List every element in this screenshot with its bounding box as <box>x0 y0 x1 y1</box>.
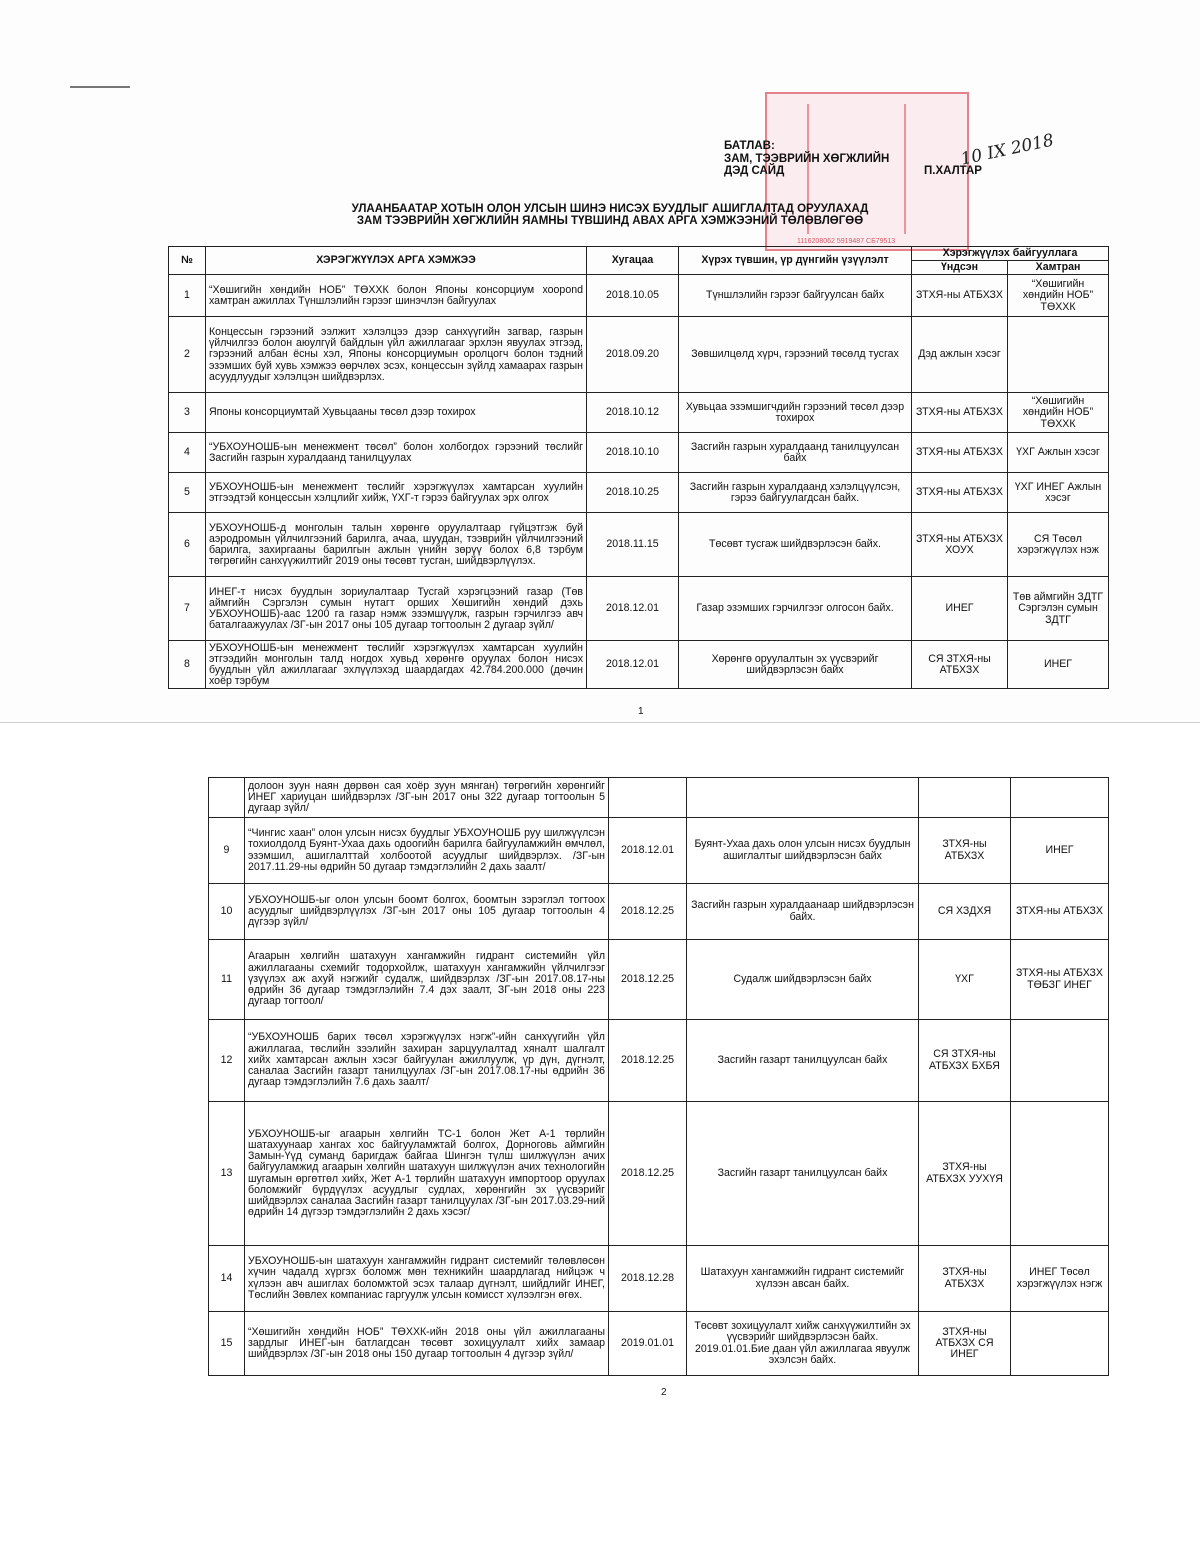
header-deadline: Хугацаа <box>587 247 679 275</box>
row-partner-org: “Хөшигийн хөндийн НОБ” ТӨХХК <box>1008 393 1109 433</box>
header-partner: Хамтран <box>1008 261 1109 275</box>
row-deadline: 2018.09.20 <box>587 317 679 393</box>
seal-number: 1116208062 5919487 CБ79513 <box>797 238 896 245</box>
row-number: 12 <box>209 1020 245 1102</box>
row-deadline: 2018.12.01 <box>609 818 687 884</box>
row-result: Шатахуун хангамжийн гидрант системийг хүлээн авсан байх. <box>687 1246 919 1312</box>
header-action: ХЭРЭГЖҮҮЛЭХ АРГА ХЭМЖЭЭ <box>206 247 587 275</box>
document-page-1 <box>0 0 1200 720</box>
row-number: 2 <box>169 317 206 393</box>
row-number: 15 <box>209 1312 245 1376</box>
row-result: Засгийн газрын хуралдаанд хэлэлцүүлсэн, гэрээ байгуулагдсан байх. <box>679 473 912 513</box>
row-number: 10 <box>209 884 245 940</box>
handwritten-date: 10 IX 2018 <box>958 130 1056 170</box>
approval-label: БАТЛАВ: <box>724 140 775 152</box>
row-main-org: ЗТХЯ-ны АТБХЗХ <box>912 433 1008 473</box>
row-action: Японы консорциумтай Хувьцааны төсөл дээр тохирох <box>206 393 587 433</box>
row-partner-org: ЗТХЯ-ны АТБХЗХ ТӨБЗГ ИНЕГ <box>1011 940 1109 1020</box>
row-result: Зөвшилцөлд хүрч, гэрээний төсөлд тусгах <box>679 317 912 393</box>
row-main-org: ЗТХЯ-ны АТБХЗХ <box>919 1246 1011 1312</box>
row-partner-org: Төв аймгийн ЗДТГ Сэргэлэн сумын ЗДТГ <box>1008 577 1109 641</box>
row-main-org: ЗТХЯ-ны АТБХЗХ ХОУХ <box>912 513 1008 577</box>
row-number: 11 <box>209 940 245 1020</box>
row-deadline: 2019.01.01 <box>609 1312 687 1376</box>
row-partner-org: СЯ Төсөл хэрэгжүүлэх нэж <box>1008 513 1109 577</box>
row-main-org: ИНЕГ <box>912 577 1008 641</box>
table-row <box>169 513 1109 577</box>
table-row <box>169 473 1109 513</box>
approval-block <box>724 140 982 178</box>
row-number: 8 <box>169 641 206 689</box>
table-row <box>209 1102 1109 1246</box>
row-main-org: СЯ ЗТХЯ-ны АТБХЗХ <box>912 641 1008 689</box>
approval-line1: ЗАМ, ТЭЭВРИЙН ХӨГЖЛИЙН <box>724 152 890 165</box>
row-action: УБХОУНОШБ-ыг агаарын хөлгийн ТС-1 болон Жет А-1 төрлийн шатахуунаар хангах хос байгууламжтай болгох, Дорноговь аймгийн Замын-Үүд суманд баригдаж байгаа Шингэн түлш шилжүүлэн ачих байгууламжид агаарын хөлгийн шатахуун шилжүүлэн ачих технологийн шугамын өргөтгөл хийх, Жет А-1 төрлийн шатахуун импортоор оруулах боломжийг бүрдүүлэх асуудлыг судлах, хөрөнгийн эх үүсвэрийг шийдвэрлэх саналаа Засгийн газарт танилцуулах /ЗГ-ын 2017.03.29-ний өдрийн 14 дүгээр тэмдэглэлийн 2 дахь хэсэг/ <box>245 1102 609 1246</box>
row-result: Засгийн газарт танилцуулсан байх <box>687 1102 919 1246</box>
row-number: 6 <box>169 513 206 577</box>
row-main-org: СЯ ХЗДХЯ <box>919 884 1011 940</box>
row-deadline: 2018.11.15 <box>587 513 679 577</box>
table-row <box>169 577 1109 641</box>
table-row <box>169 317 1109 393</box>
row-number: 13 <box>209 1102 245 1246</box>
row-main-org: ЗТХЯ-ны АТБХЗХ <box>912 393 1008 433</box>
row-partner-org: ҮХГ Ажлын хэсэг <box>1008 433 1109 473</box>
row-partner-org <box>1011 1102 1109 1246</box>
row-deadline: 2018.10.25 <box>587 473 679 513</box>
row-main-org: ҮХГ <box>919 940 1011 1020</box>
document-page-2 <box>0 722 1200 1553</box>
row-result: Төсөвт тусгаж шийдвэрлэсэн байх. <box>679 513 912 577</box>
row-main-org: ЗТХЯ-ны АТБХЗХ <box>919 818 1011 884</box>
row-deadline: 2018.12.25 <box>609 940 687 1020</box>
plan-table-page2 <box>208 777 1109 1376</box>
row-deadline: 2018.10.05 <box>587 275 679 317</box>
row-result: Засгийн газрын хуралдаанд танилцуулсан байх <box>679 433 912 473</box>
row-main-org: ЗТХЯ-ны АТБХЗХ УУХҮЯ <box>919 1102 1011 1246</box>
row-partner-org: ИНЕГ <box>1011 818 1109 884</box>
row-partner-org <box>1008 317 1109 393</box>
row-result: Засгийн газарт танилцуулсан байх <box>687 1020 919 1102</box>
row-result: Газар эзэмших гэрчилгээг олгосон байх. <box>679 577 912 641</box>
row-action: УБХОУНОШБ-ын шатахуун хангамжийн гидрант системийг төлөвлөсөн хүчин чадалд хүргэх боломж мөн техникийн шаардлагад нийцэж ч хүлээн авч ашиглах боломжтой эсэх талаар дүгнэлт, шийдлийг ИНЕГ, Төслийн Зөвлех компаниас гаргуулж улсын комисст хүлээлгэн өгөх. <box>245 1246 609 1312</box>
table-row <box>209 1020 1109 1102</box>
approver-name: П.ХАЛТАР <box>924 165 982 177</box>
approval-line2: ДЭД САЙД <box>724 165 785 177</box>
row-partner-org: ҮХГ ИНЕГ Ажлын хэсэг <box>1008 473 1109 513</box>
row-deadline: 2018.12.25 <box>609 884 687 940</box>
row-number: 5 <box>169 473 206 513</box>
row-partner-org <box>1011 1020 1109 1102</box>
row-deadline: 2018.12.25 <box>609 1102 687 1246</box>
row-number: 4 <box>169 433 206 473</box>
row-result: Судалж шийдвэрлэсэн байх <box>687 940 919 1020</box>
row-number: 14 <box>209 1246 245 1312</box>
table-row <box>169 433 1109 473</box>
row-action: УБХОУНОШБ-д монголын талын хөрөнгө оруулалтаар гүйцэтгэж буй аэродромын үйлчилгээний барилга, ачаа, шуудан, тээврийн үйлчилгээний барилга, захиргааны барилгын ажлын үнийн зөрүү болох 6,8 тэрбум төгрөгийн санхүүжилтийг 2019 оны төсөвт тусган, шийдвэрлүүлэх. <box>206 513 587 577</box>
row-partner-org: ИНЕГ <box>1008 641 1109 689</box>
row-number: 7 <box>169 577 206 641</box>
row-number: 9 <box>209 818 245 884</box>
row-number: 1 <box>169 275 206 317</box>
row-result: Төсөвт зохицуулалт хийж санхүүжилтийн эх үүсвэрийг шийдвэрлэсэн байх. 2019.01.01.Бие даан үйл ажиллагаа явуулж эхэлсэн байх. <box>687 1312 919 1376</box>
row-action: “УБХОУНОШБ-ын менежмент төсөл” болон холбогдох гэрээний төслийг Засгийн газрын хуралдаанд танилцуулах <box>206 433 587 473</box>
header-org: Хэрэгжүүлэх байгууллага <box>912 247 1109 261</box>
row-number: 3 <box>169 393 206 433</box>
row-main-org: Дэд ажлын хэсэг <box>912 317 1008 393</box>
row-action: “УБХОУНОШБ барих төсөл хэрэгжүүлэх нэгж”-ийн санхүүгийн үйл ажиллагаа, төслийн зээлийн захиран зарцуулалтад хяналт шалгалт хийх хамтарсан ажлын хэсэг байгуулан ажиллуулж, үр дүн, дүгнэлт, саналаа Засгийн газарт танилцуулах /ЗГ-ын 2017.08.17-ны өдрийн 36 дугаар тэмдэглэлийн 7.6 дахь заалт/ <box>245 1020 609 1102</box>
row-action: УБХОУНОШБ-ын менежмент төслийг хэрэгжүүлэх хамтарсан хуулийн этгээдтэй концессын хэлцлийг хийж, ҮХГ-т гэрээ байгуулах эрх олгох <box>206 473 587 513</box>
header-no: № <box>169 247 206 275</box>
row-result: Хөрөнгө оруулалтын эх үүсвэрийг шийдвэрлэсэн байх <box>679 641 912 689</box>
table-row <box>169 393 1109 433</box>
table-row <box>209 778 1109 818</box>
row-action: ИНЕГ-т нисэх буудлын зориулалтаар Тусгай хэрэгцээний газар (Төв аймгийн Сэргэлэн сумын нутагт орших Хөшигийн хөндий дэхь УБХОУНОШБ)-аас 1200 га газар нэмж эзэмшүүлж, газрын гэрчилгээ авч баталгаажуулах /ЗГ-ын 2017 оны 105 дугаар тогтоолын 2 дугаар зүйл/ <box>206 577 587 641</box>
table-row <box>209 1312 1109 1376</box>
table-row <box>169 641 1109 689</box>
row-result: Түншлэлийн гэрээг байгуулсан байх <box>679 275 912 317</box>
header-main: Үндсэн <box>912 261 1008 275</box>
row-deadline: 2018.12.01 <box>587 577 679 641</box>
row-result: Засгийн газрын хуралдаанаар шийдвэрлэсэн байх. <box>687 884 919 940</box>
row-main-org: ЗТХЯ-ны АТБХЗХ <box>912 473 1008 513</box>
row-partner-org: “Хөшигийн хөндийн НОБ” ТӨХХК <box>1008 275 1109 317</box>
row-partner-org <box>1011 1312 1109 1376</box>
header-result: Хүрэх түвшин, үр дүнгийн үзүүлэлт <box>679 247 912 275</box>
row-partner-org: ИНЕГ Төсөл хэрэгжүүлэх нэгж <box>1011 1246 1109 1312</box>
row-result: Хувьцаа эзэмшигчдийн гэрээний төсөл дээр тохирох <box>679 393 912 433</box>
table-row <box>209 1246 1109 1312</box>
scan-mark <box>70 86 130 88</box>
row-deadline: 2018.12.28 <box>609 1246 687 1312</box>
table-row <box>209 884 1109 940</box>
row-action: УБХОУНОШБ-ыг олон улсын боомт болгох, боомтын зэрэглэл тогтоох асуудлыг шийдвэрлүүлэх /ЗГ-ын 2017 оны 105 дугаар тогтоолын 4 дүгээр зүйл/ <box>245 884 609 940</box>
row-action: “Хөшигийн хөндийн НОБ” ТӨХХК болон Японы консорциум хоорond хамтран ажиллах Түншлэлийн гэрээг шинэчлэн байгуулах <box>206 275 587 317</box>
row-action: Агаарын хөлгийн шатахуун хангамжийн гидрант системийн үйл ажиллагааны схемийг тодорхойлж, шатахуун хангамжийн үйлчилгээг үзүүлэх аж ахуй нэгжийг судалж, шийдвэрлэх /ЗГ-ын 2017.08.17-ны өдрийн 36 дугаар тэмдэглэлийн 7.4 дэх заалт, ЗГ-ын 2018 оны 223 дугаар тогтоол/ <box>245 940 609 1020</box>
table-row <box>209 818 1109 884</box>
row-deadline: 2018.10.12 <box>587 393 679 433</box>
document-title-line2: ЗАМ ТЭЭВРИЙН ХӨГЖЛИЙН ЯАМНЫ ТҮВШИНД АВАХ АРГА ХЭМЖЭЭНИЙ ТӨЛӨВЛӨГӨӨ <box>356 215 864 227</box>
document-title-line1: УЛААНБААТАР ХОТЫН ОЛОН УЛСЫН ШИНЭ НИСЭХ БУУДЛЫГ АШИГЛАЛТАД ОРУУЛАХАД <box>351 203 869 215</box>
page-number-2: 2 <box>661 1387 667 1398</box>
row-action: Концессын гэрээний ээлжит хэлэлцээ дээр санхүүгийн загвар, газрын үйлчилгээ болон аюулгүй байдлын үйл ажиллагааг эрхлэн явуулах этгээд, гэрээний албан ёсны хэл, Японы консорциумын оролцогч болон тэдний эзэмших буй хувь хэмжээ өөрчлөх эсэх, концессын зүйлд хамаарах газрын асуудлуудыг хэлэлцэн шийдвэрлэх. <box>206 317 587 393</box>
table-row <box>209 940 1109 1020</box>
row-action: УБХОУНОШБ-ын менежмент төслийг хэрэгжүүлэх хамтарсан хуулийн этгээдийн монголын талд ногдох хувьд хөрөнгө оруулах болон нисэх буудлын үйл ажиллагааг эхлүүлэхэд шаардагдах 42.784.200.000 (дөчин хоёр тэрбум <box>206 641 587 689</box>
row-deadline: 2018.12.25 <box>609 1020 687 1102</box>
row-main-org: СЯ ЗТХЯ-ны АТБХЗХ БХБЯ <box>919 1020 1011 1102</box>
table-row <box>169 275 1109 317</box>
row-partner-org: ЗТХЯ-ны АТБХЗХ <box>1011 884 1109 940</box>
row-main-org: ЗТХЯ-ны АТБХЗХ <box>912 275 1008 317</box>
row-main-org: ЗТХЯ-ны АТБХЗХ СЯ ИНЕГ <box>919 1312 1011 1376</box>
row-action: “Чингис хаан” олон улсын нисэх буудлыг УБХОУНОШБ руу шилжүүлсэн тохиолдолд Буянт-Ухаа дахь одоогийн барилга байгууламжийн өмчлөл, эзэмшил, ашиглалттай холбоотой асуудлыг шийдвэрлэх. /ЗГ-ын 2017.11.29-ны өдрийн 50 дугаар тэмдэглэлийн 2 дахь заалт/ <box>245 818 609 884</box>
plan-table-page1 <box>168 246 1109 689</box>
row-deadline: 2018.10.10 <box>587 433 679 473</box>
row-result: Буянт-Ухаа дахь олон улсын нисэх буудлын ашиглалтыг шийдвэрлэсэн байх <box>687 818 919 884</box>
page-number-1: 1 <box>638 706 644 717</box>
row-deadline: 2018.12.01 <box>587 641 679 689</box>
row-action: “Хөшигийн хөндийн НОБ” ТӨХХК-ийн 2018 оны үйл ажиллагааны зардлыг ИНЕГ-ын батлагдсан төсөвт зохицуулалт хийх замаар шийдвэрлэх /ЗГ-ын 2018 оны 150 дугаар тогтоолын 4 дүгээр зүйл/ <box>245 1312 609 1376</box>
row-action-continuation: долоон зуун наян дөрвөн сая хоёр зуун мянган) төгрөгийн хөрөнгийг ИНЕГ хариуцан шийдвэрлэх /ЗГ-ын 2017 оны 322 дугаар тогтоолын 5 дугаар зүйл/ <box>245 778 609 818</box>
